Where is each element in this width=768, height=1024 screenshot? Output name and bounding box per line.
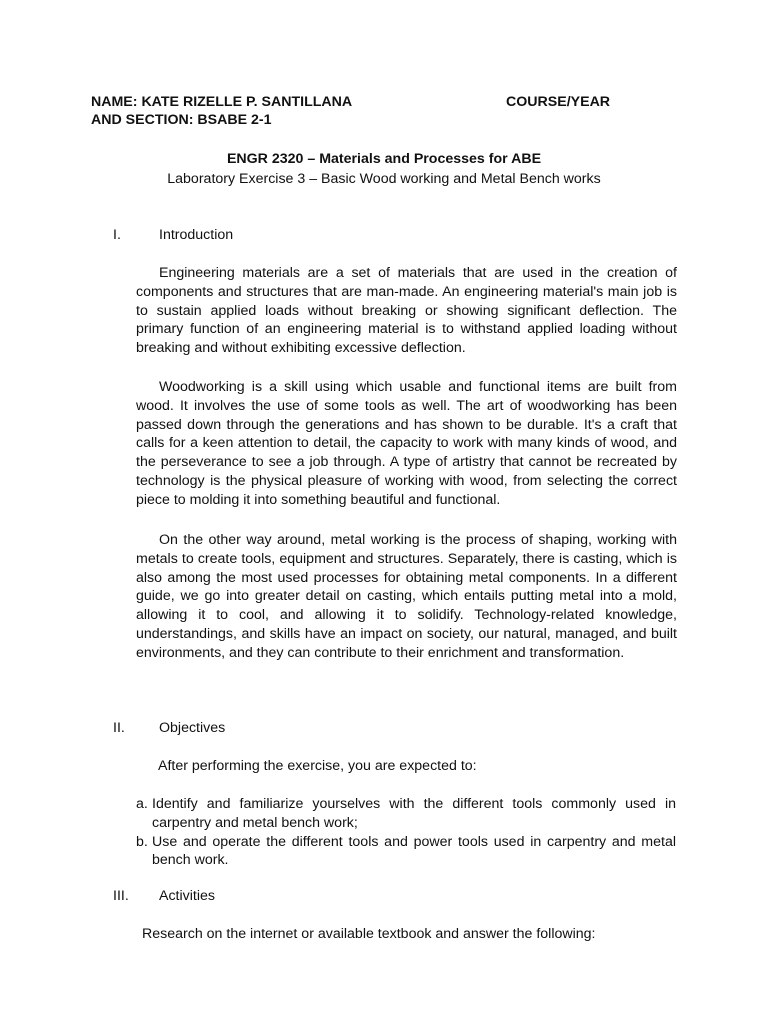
course-title: ENGR 2320 – Materials and Processes for ABE xyxy=(226,151,542,167)
list-marker: b. xyxy=(136,833,148,850)
section-title-activities: Activities xyxy=(159,888,215,904)
section-number-intro: I. xyxy=(113,227,121,243)
list-marker: a. xyxy=(136,796,148,812)
section-line: AND SECTION: BSABE 2-1 xyxy=(91,112,272,128)
objectives-list xyxy=(136,795,676,870)
activities-lead: Research on the internet or available textbook and answer the following: xyxy=(142,926,596,942)
exercise-title: Laboratory Exercise 3 – Basic Wood working and Metal Bench works xyxy=(167,171,601,187)
list-item xyxy=(136,795,676,833)
section-title-intro: Introduction xyxy=(159,227,234,243)
list-item-text: Use and operate the different tools and power tools used in carpentry and metal bench work. xyxy=(152,833,676,869)
list-item-text: Identify and familiarize yourselves with the different tools commonly used in carpentry and metal bench work; xyxy=(152,796,676,831)
section-number-activities: III. xyxy=(113,888,129,904)
objectives-lead: After performing the exercise, you are expected to: xyxy=(158,758,477,774)
intro-paragraph-2: Woodworking is a skill using which usable and functional items are built from wood. It involves the use of some tools as well. The art of woodworking has been passed down through the generations and has shown to be durable. It's a craft that calls for a keen attention to detail, the capacity to work with many kinds of wood, and the perseverance to see a job through. A type of artistry that cannot be recreated by technology is the physical pleasure of working with wood, from selecting the correct piece to molding it into something beautiful and functional. xyxy=(136,379,677,508)
student-name-line: NAME: KATE RIZELLE P. SANTILLANA xyxy=(91,94,353,110)
course-year-label: COURSE/YEAR xyxy=(506,94,611,110)
list-item xyxy=(136,833,676,871)
section-title-objectives: Objectives xyxy=(159,720,226,736)
intro-paragraph-3: On the other way around, metal working is the process of shaping, working with metals to create tools, equipment and structures. Separately, there is casting, which is also among the most used processes for obtaining metal components. In a different guide, we go into greater detail on casting, which entails putting metal into a mold, allowing it to cool, and allowing it to solidify. Technology-related knowledge, understandings, and skills have an impact on society, our natural, managed, and built environments, and they can contribute to their enrichment and transformation. xyxy=(136,532,677,661)
intro-paragraph-1: Engineering materials are a set of materials that are used in the creation of components and structures that are man-made. An engineering material's main job is to sustain applied loads without breaking or showing significant deflection. The primary function of an engineering material is to withstand applied loading without breaking and without exhibiting excessive deflection. xyxy=(136,265,677,357)
section-number-objectives: II. xyxy=(113,720,125,736)
